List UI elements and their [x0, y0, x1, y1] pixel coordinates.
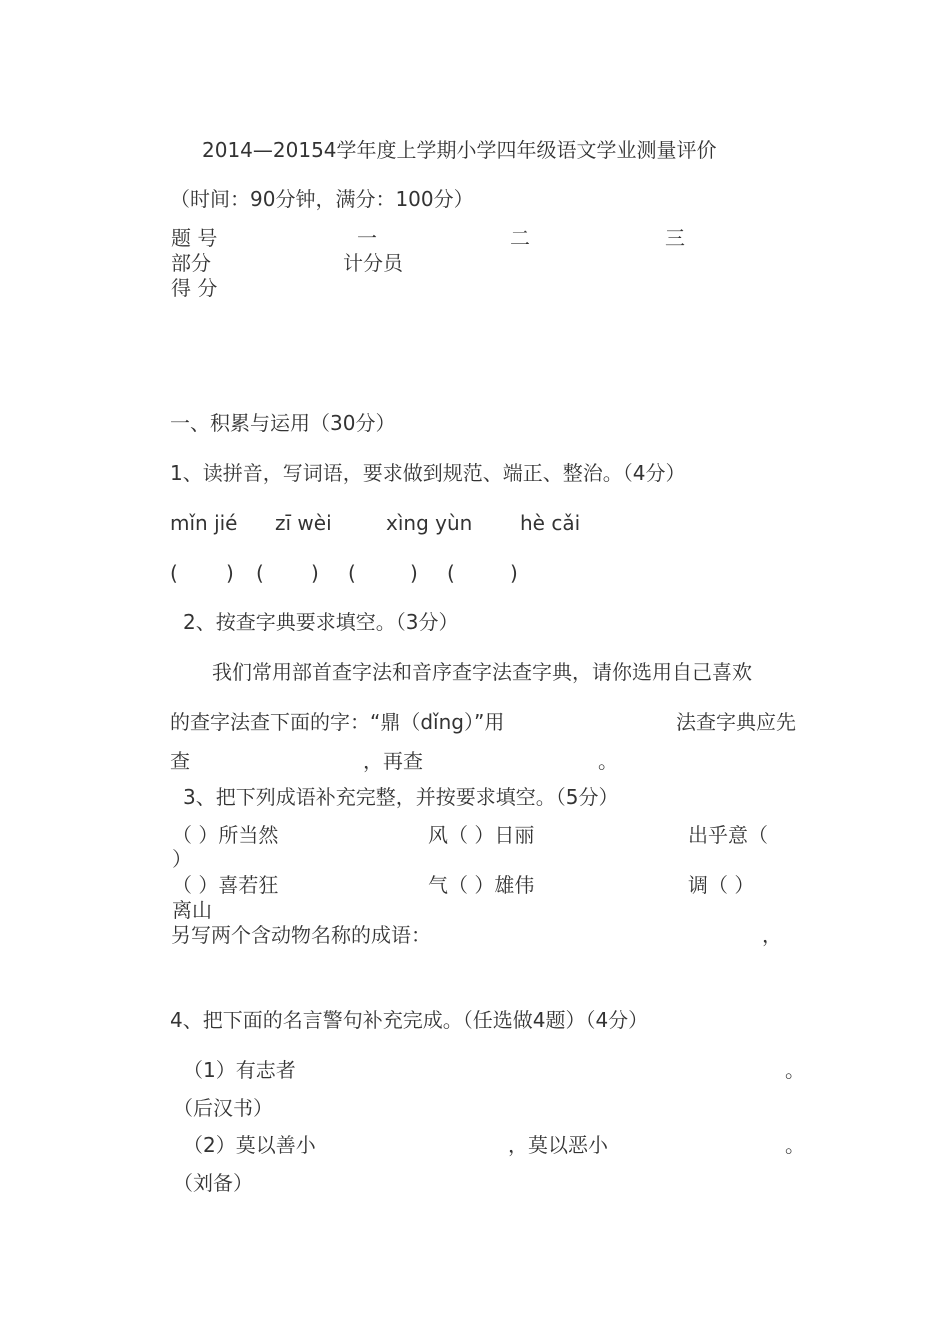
- question-4: 4、把下面的名言警句补充完成。（任选做4题）（4分）: [170, 1008, 649, 1032]
- question-2: 2、按查字典要求填空。（3分）: [183, 610, 459, 634]
- quote-item-2-source: （刘备）: [173, 1171, 253, 1195]
- question-3: 3、把下列成语补充完整，并按要求填空。（5分）: [183, 785, 619, 809]
- answer-bracket: ): [410, 561, 418, 585]
- pinyin-item: mǐn jié: [170, 511, 238, 535]
- score-table-col2: 二: [510, 226, 530, 250]
- quote-item-1-source: （后汉书）: [173, 1096, 273, 1120]
- score-table-col3: 三: [665, 226, 685, 250]
- idiom-item: 调（ ）: [688, 873, 755, 897]
- idiom-item: 出乎意（: [688, 823, 768, 847]
- idiom-item-wrap: 离山: [172, 898, 212, 922]
- score-table-row3-label: 得 分: [171, 276, 218, 300]
- idiom-item-wrap: ）: [172, 847, 192, 871]
- quote-item-1: （1）有志者: [183, 1058, 296, 1082]
- pinyin-item: hè cǎi: [520, 511, 581, 535]
- q2-paragraph-line3-mid: ，再查: [363, 749, 423, 773]
- answer-bracket: ): [510, 561, 518, 585]
- animal-idiom-comma: ，: [762, 923, 782, 947]
- answer-bracket: (: [170, 561, 178, 585]
- pinyin-item: zī wèi: [275, 511, 332, 535]
- idiom-item: 气（ ）雄伟: [428, 873, 535, 897]
- q2-paragraph-line3: 查: [170, 749, 190, 773]
- question-1: 1、读拼音，写词语，要求做到规范、端正、整治。（4分）: [170, 461, 686, 485]
- q2-paragraph-line1: 我们常用部首查字法和音序查字法查字典，请你选用自己喜欢: [212, 660, 752, 684]
- answer-bracket: ): [311, 561, 319, 585]
- exam-subtitle: （时间：90分钟，满分：100分）: [170, 187, 474, 211]
- quote-item-1-end: 。: [785, 1058, 805, 1082]
- answer-bracket: (: [256, 561, 264, 585]
- document-title: 2014—20154学年度上学期小学四年级语文学业测量评价: [202, 138, 717, 162]
- score-table-scorer: 计分员: [343, 251, 403, 275]
- q2-paragraph-line3-end: 。: [598, 749, 618, 773]
- idiom-item: （ ）所当然: [172, 823, 279, 847]
- quote-item-2-mid: ，莫以恶小: [508, 1133, 608, 1157]
- score-table-col1: 一: [357, 226, 377, 250]
- idiom-item: 风（ ）日丽: [428, 823, 535, 847]
- score-table-row2-label: 部分: [171, 251, 211, 275]
- q2-paragraph-line2: 的查字法查下面的字：“鼎（dǐng）”用: [170, 710, 505, 734]
- section-heading: 一、积累与运用（30分）: [170, 411, 396, 435]
- q2-paragraph-line2-end: 法查字典应先: [676, 710, 796, 734]
- quote-item-2-end: 。: [785, 1133, 805, 1157]
- answer-bracket: (: [348, 561, 356, 585]
- pinyin-item: xìng yùn: [386, 511, 473, 535]
- idiom-item: （ ）喜若狂: [172, 873, 279, 897]
- answer-bracket: ): [226, 561, 234, 585]
- animal-idiom-prompt: 另写两个含动物名称的成语：: [171, 923, 431, 947]
- score-table-header-label: 题 号: [171, 226, 218, 250]
- answer-bracket: (: [447, 561, 455, 585]
- quote-item-2: （2）莫以善小: [183, 1133, 316, 1157]
